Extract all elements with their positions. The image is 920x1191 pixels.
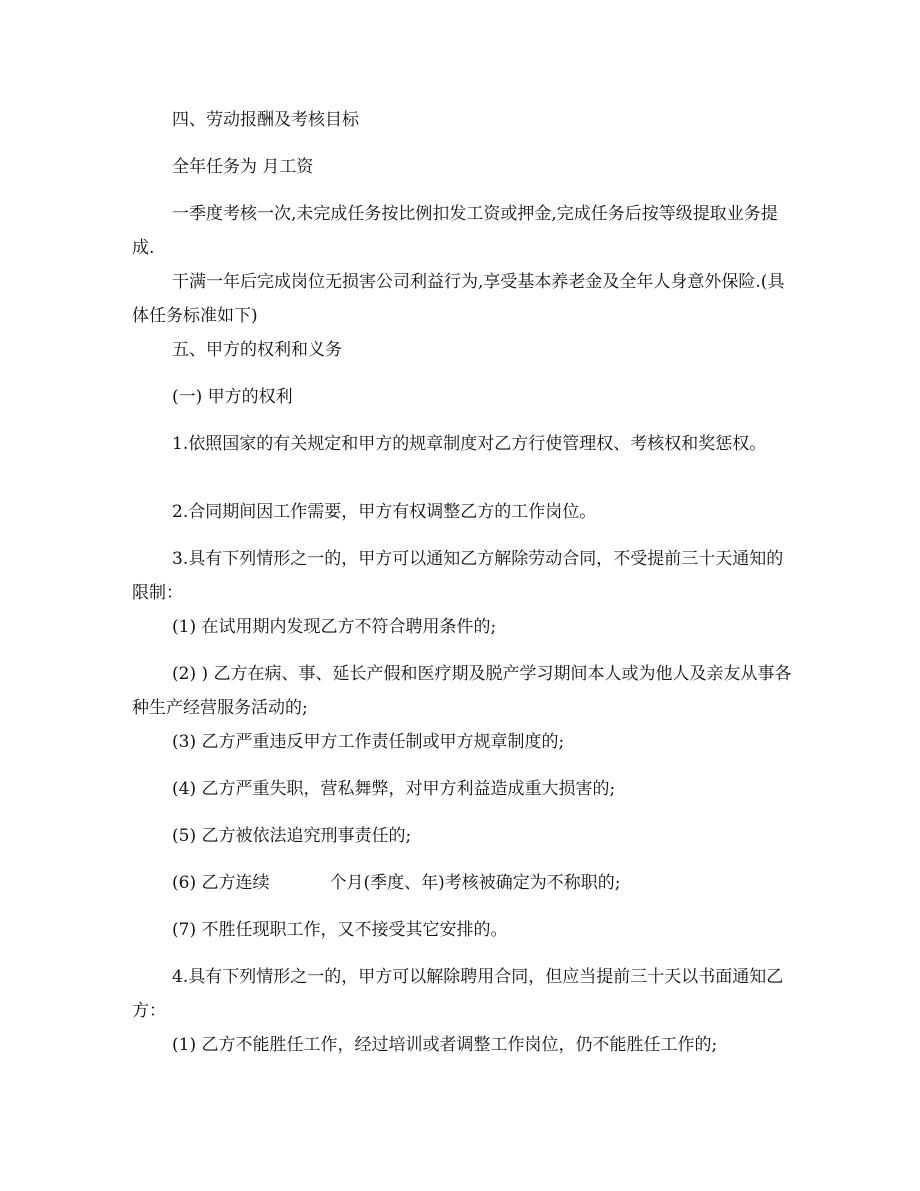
clause-3-item-7: (7) 不胜任现职工作，又不接受其它安排的。 <box>172 920 508 940</box>
section-heading-5: 五、甲方的权利和义务 <box>172 340 342 360</box>
clause-3-item-6 <box>132 866 792 900</box>
clause-3-item-1: (1) 在试用期内发现乙方不符合聘用条件的; <box>172 617 497 637</box>
clause-3: 3.具有下列情形之一的，甲方可以通知乙方解除劳动合同，不受提前三十天通知的限制： <box>132 549 784 603</box>
paragraph-quarterly-review: 一季度考核一次,未完成任务按比例扣发工资或押金,完成任务后按等级提取业务提成. <box>132 204 778 258</box>
paragraph-benefits: 干满一年后完成岗位无损害公司利益行为,享受基本养老金及全年人身意外保险.(具体任务标准如下) <box>132 272 785 326</box>
clause-4: 4.具有下列情形之一的，甲方可以解除聘用合同，但应当提前三十天以书面通知乙方： <box>132 967 784 1021</box>
section-heading-4: 四、劳动报酬及考核目标 <box>172 110 359 130</box>
clause-1: 1.依照国家的有关规定和甲方的规章制度对乙方行使管理权、考核权和奖惩权。 <box>172 434 767 454</box>
clause-3-item-2: (2) ) 乙方在病、事、延长产假和医疗期及脱产学习期间本人或为他人及亲友从事各种生产经营服务活动的; <box>132 664 792 718</box>
clause-3-item-5: (5) 乙方被依法追究刑事责任的; <box>172 826 412 846</box>
clause-2: 2.合同期间因工作需要，甲方有权调整乙方的工作岗位。 <box>172 502 597 522</box>
subsection-heading-1: (一) 甲方的权利 <box>172 387 293 407</box>
paragraph-annual-task: 全年任务为 月工资 <box>172 157 314 177</box>
clause-3-item-3: (3) 乙方严重违反甲方工作责任制或甲方规章制度的; <box>172 732 565 752</box>
clause-3-item-4: (4) 乙方严重失职，营私舞弊，对甲方利益造成重大损害的; <box>172 779 616 799</box>
clause-4-item-1: (1) 乙方不能胜任工作，经过培训或者调整工作岗位，仍不能胜任工作的; <box>172 1035 718 1055</box>
clause-3-item-6-part-a: (6) 乙方连续 <box>172 873 270 893</box>
clause-3-item-6-part-b: 个月(季度、年)考核被确定为不称职的; <box>329 873 621 893</box>
